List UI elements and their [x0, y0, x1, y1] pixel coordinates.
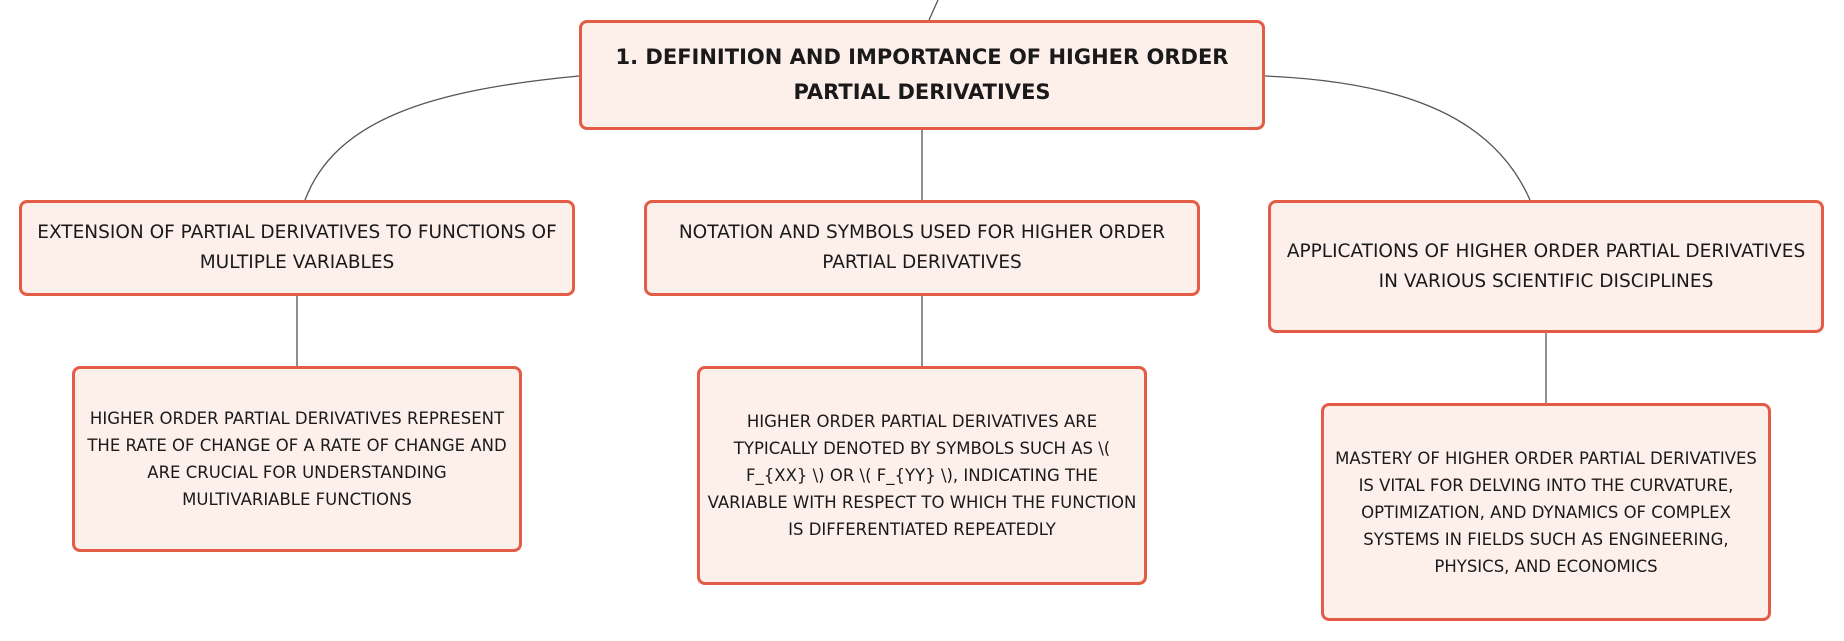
connector-root-to-branch-1 — [305, 76, 579, 200]
connector-root-to-branch-3 — [1265, 76, 1530, 200]
root-node[interactable] — [579, 20, 1265, 130]
branch-node-label: APPLICATIONS OF HIGHER ORDER PARTIAL DERIVATIVES IN VARIOUS SCIENTIFIC DISCIPLINES — [1286, 240, 1806, 292]
detail-node-text: HIGHER ORDER PARTIAL DERIVATIVES ARE TYPICALLY DENOTED BY SYMBOLS SUCH AS \( F_{XX} \) OR \( F_{YY} \), INDICATING THE VARIABLE WITH RESPECT TO WHICH THE FUNCTION IS DIFFERENTIATED REPEATEDLY — [707, 412, 1137, 539]
root-node-label: 1. DEFINITION AND IMPORTANCE OF HIGHER ORDER PARTIAL DERIVATIVES — [615, 45, 1229, 104]
branch-node-applications[interactable] — [1268, 200, 1824, 333]
detail-node-extension[interactable] — [72, 366, 522, 552]
parent-connector — [929, 0, 938, 20]
branch-node-extension[interactable] — [19, 200, 575, 296]
branch-node-notation[interactable] — [644, 200, 1200, 296]
detail-node-text: HIGHER ORDER PARTIAL DERIVATIVES REPRESENT THE RATE OF CHANGE OF A RATE OF CHANGE AND ARE CRUCIAL FOR UNDERSTANDING MULTIVARIABLE FUNCTIONS — [87, 409, 507, 509]
detail-node-notation[interactable] — [697, 366, 1147, 585]
detail-node-text: MASTERY OF HIGHER ORDER PARTIAL DERIVATIVES IS VITAL FOR DELVING INTO THE CURVATURE, OPTIMIZATION, AND DYNAMICS OF COMPLEX SYSTEMS IN FIELDS SUCH AS ENGINEERING, PHYSICS, AND ECONOMICS — [1335, 448, 1757, 576]
branch-node-label: NOTATION AND SYMBOLS USED FOR HIGHER ORDER PARTIAL DERIVATIVES — [678, 222, 1166, 273]
branch-node-label: EXTENSION OF PARTIAL DERIVATIVES TO FUNCTIONS OF MULTIPLE VARIABLES — [37, 222, 557, 273]
detail-node-applications[interactable] — [1321, 403, 1771, 621]
